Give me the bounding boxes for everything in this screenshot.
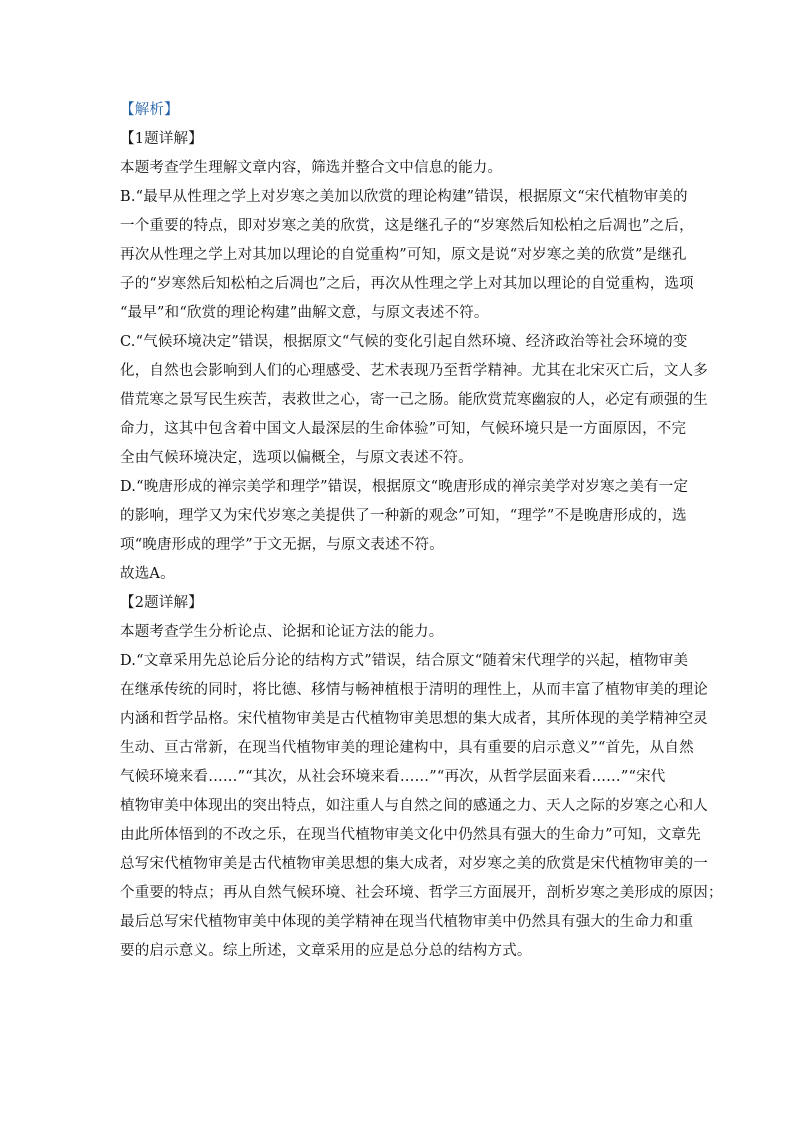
answer-analysis-page	[120, 100, 723, 970]
paragraph-line: 要的启示意义。综上所述，文章采用的应是总分总的结构方式。	[120, 943, 532, 959]
paragraph-line: 在继承传统的同时，将比德、移情与畅神植根于清明的理性上，从而丰富了植物审美的理论	[120, 682, 708, 698]
paragraph-line: 一个重要的特点，即对岁寒之美的欣赏，这是继孔子的“岁寒然后知松柏之后凋也”之后，	[120, 218, 694, 234]
paragraph-line: 子的“岁寒然后知松柏之后凋也”之后，再次从性理之学上对其加以理论的自觉重构，选项	[120, 276, 694, 292]
analysis-heading: 【解析】	[120, 102, 179, 118]
paragraph-line: 总写宋代植物审美是古代植物审美思想的集大成者，对岁寒之美的欣赏是宋代植物审美的一	[120, 856, 708, 872]
paragraph-line: 全由气候环境决定，选项以偏概全，与原文表述不符。	[120, 450, 473, 466]
paragraph-line: 的影响，理学又为宋代岁寒之美提供了一种新的观念”可知，“理学”不是晚唐形成的，选	[120, 508, 687, 524]
question-1-option-c	[120, 332, 708, 468]
paragraph-line: 气候环境来看……”“其次，从社会环境来看……”“再次，从哲学层面来看……”“宋代	[120, 769, 666, 785]
paragraph-line: 内涵和哲学品格。宋代植物审美是古代植物审美思想的集大成者，其所体现的美学精神空灵	[120, 711, 708, 727]
paragraph-line: 命力，这其中包含着中国文人最深层的生命体验”可知，气候环境只是一方面原因，不完	[120, 421, 687, 437]
paragraph-line: 借荒寒之景写民生疾苦，表救世之心，寄一己之肠。能欣赏荒寒幽寂的人，必定有顽强的生	[120, 392, 708, 408]
paragraph-line: C.“气候环境决定”错误，根据原文“气候的变化引起自然环境、经济政治等社会环境的变	[120, 334, 688, 350]
question-2-intro: 本题考查学生分析论点、论据和论证方法的能力。	[120, 624, 444, 640]
question-1-option-d	[120, 477, 689, 555]
question-2-heading: 【2题详解】	[120, 595, 203, 611]
paragraph-line: B.“最早从性理之学上对岁寒之美加以欣赏的理论构建”错误，根据原文“宋代植物审美的	[120, 189, 688, 205]
paragraph-line: 最后总写宋代植物审美中体现的美学精神在现当代植物审美中仍然具有强大的生命力和重	[120, 914, 694, 930]
question-1-answer: 故选A。	[120, 566, 175, 582]
question-1-intro: 本题考查学生理解文章内容，筛选并整合文中信息的能力。	[120, 160, 503, 176]
paragraph-line: 化，自然也会影响到人们的心理感受、艺术表现乃至哲学精神。尤其在北宋灭亡后，文人多	[120, 363, 708, 379]
paragraph-line: 再次从性理之学上对其加以理论的自觉重构”可知，原文是说“对岁寒之美的欣赏”是继孔	[120, 247, 687, 263]
paragraph-line: 由此所体悟到的不改之乐，在现当代植物审美文化中仍然具有强大的生命力”可知，文章先	[120, 827, 701, 843]
paragraph-line: D.“文章采用先总论后分论的结构方式”错误，结合原文“随着宋代理学的兴起，植物审美	[120, 653, 689, 669]
paragraph-line: 个重要的特点；再从自然气候环境、社会环境、哲学三方面展开，剖析岁寒之美形成的原因；	[120, 885, 723, 901]
paragraph-line: 项“晚唐形成的理学”于文无据，与原文表述不符。	[120, 537, 444, 553]
paragraph-line: 植物审美中体现出的突出特点，如注重人与自然之间的感通之力、天人之际的岁寒之心和人	[120, 798, 708, 814]
paragraph-line: “最早”和“欣赏的理论构建”曲解文意，与原文表述不符。	[120, 305, 489, 321]
paragraph-line: D.“晚唐形成的禅宗美学和理学”错误，根据原文“晚唐形成的禅宗美学对岁寒之美有一定	[120, 479, 689, 495]
question-1-option-b	[120, 187, 694, 323]
question-2-option-d	[120, 651, 723, 961]
question-1-heading: 【1题详解】	[120, 131, 203, 147]
paragraph-line: 生动、亘古常新，在现当代植物审美的理论建构中，具有重要的启示意义”“首先，从自然	[120, 740, 694, 756]
